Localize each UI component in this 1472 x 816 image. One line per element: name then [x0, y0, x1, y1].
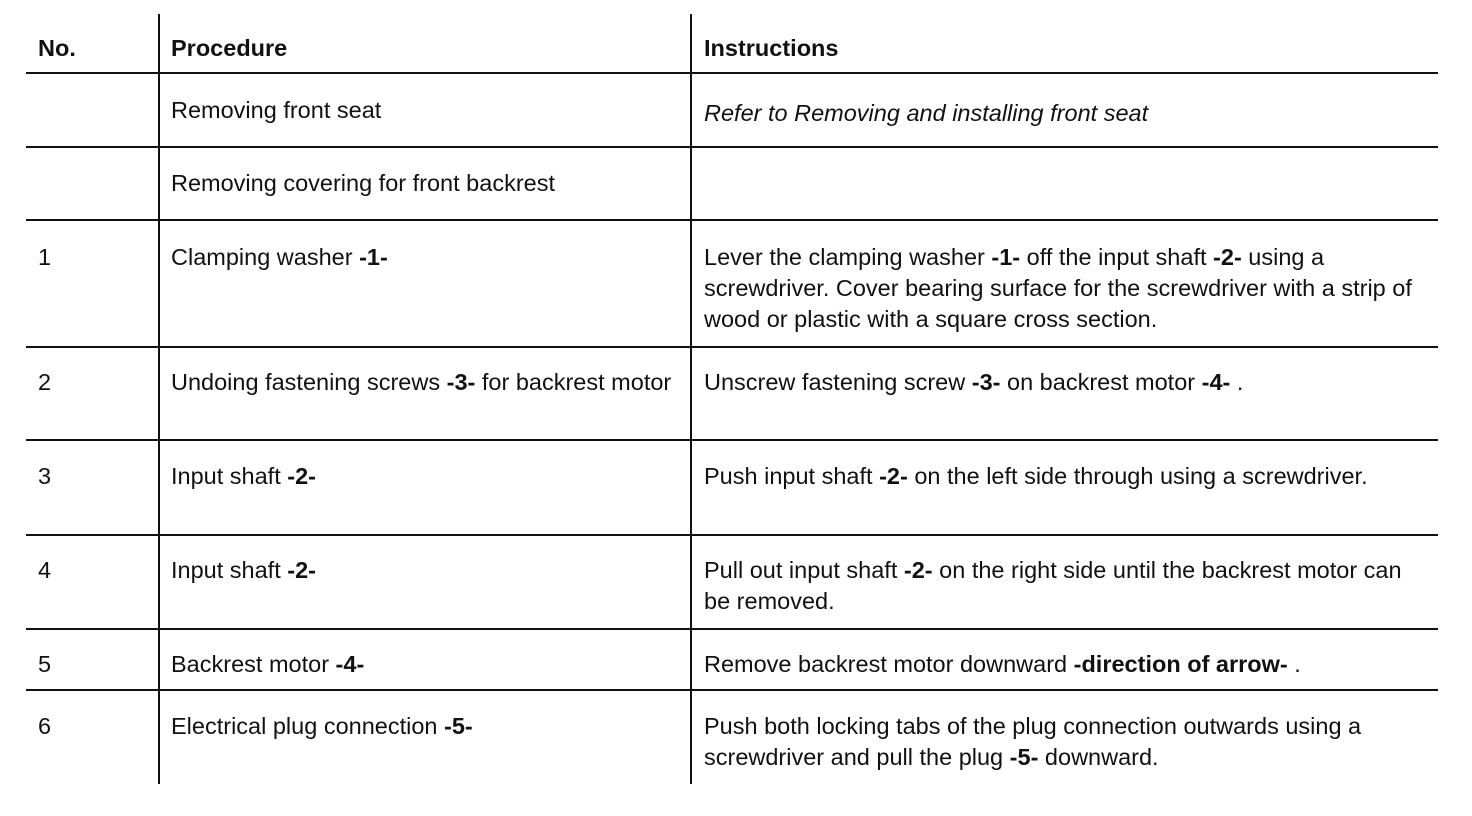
instructions-cell	[704, 555, 1434, 617]
text-segment: downward.	[1038, 744, 1159, 770]
row-divider	[26, 534, 1438, 536]
instructions-cell	[704, 242, 1434, 335]
procedure-cell	[171, 461, 681, 492]
text-segment: -1-	[359, 244, 388, 270]
text-segment: Removing covering for front backrest	[171, 170, 555, 196]
row-number: 6	[38, 713, 52, 739]
row-number: 1	[38, 244, 52, 270]
text-segment: Push both locking tabs of the plug connection outwards using a screwdriver and pull the plug	[704, 713, 1362, 770]
row-number: 3	[38, 463, 52, 489]
text-segment: -2-	[1213, 244, 1242, 270]
row-divider	[26, 628, 1438, 630]
text-segment: Undoing fastening screws	[171, 369, 447, 395]
text-segment: .	[1230, 369, 1244, 395]
text-segment: Pull out input shaft	[704, 557, 904, 583]
column-divider	[690, 14, 692, 784]
row-divider	[26, 146, 1438, 148]
column-divider	[158, 14, 160, 784]
instructions-cell	[704, 461, 1434, 492]
row-divider	[26, 219, 1438, 221]
procedure-cell	[171, 168, 681, 199]
text-segment: Electrical plug connection	[171, 713, 445, 739]
row-divider	[26, 346, 1438, 348]
procedure-cell	[171, 95, 681, 126]
text-segment: Unscrew fastening screw	[704, 369, 972, 395]
instructions-cell	[704, 98, 1434, 129]
text-segment: -3-	[971, 369, 1001, 395]
text-segment: Input shaft	[171, 557, 288, 583]
text-segment: -2-	[287, 557, 317, 583]
text-segment: -2-	[903, 557, 933, 583]
row-number: 5	[38, 651, 52, 677]
procedure-cell	[171, 367, 681, 398]
text-segment: -5-	[444, 713, 473, 739]
row-number: 2	[38, 369, 52, 395]
procedure-cell	[171, 555, 681, 586]
text-segment: on the right side until the backrest motor can be removed.	[704, 557, 1402, 614]
row-divider	[26, 439, 1438, 441]
text-segment: on backrest motor	[1000, 369, 1202, 395]
procedure-cell	[171, 649, 681, 680]
header-procedure: Procedure	[171, 35, 288, 61]
row-divider	[26, 689, 1438, 691]
header-no: No.	[38, 35, 76, 61]
row-divider	[26, 72, 1438, 74]
row-number: 4	[38, 557, 52, 583]
text-segment: -3-	[446, 369, 476, 395]
text-segment: using a screwdriver. Cover bearing surface for the screwdriver with a strip of wood or plastic with a square cross section.	[704, 244, 1412, 332]
text-segment: Removing front seat	[171, 97, 382, 123]
text-segment: Push input shaft	[704, 463, 880, 489]
instructions-cell	[704, 367, 1434, 398]
text-segment: Backrest motor	[171, 651, 336, 677]
text-segment: Refer to	[704, 100, 788, 126]
text-segment: -4-	[1201, 369, 1231, 395]
text-segment: Lever the clamping washer	[704, 244, 992, 270]
procedure-cell	[171, 242, 681, 273]
text-segment: Input shaft	[171, 463, 288, 489]
instructions-cell	[704, 649, 1434, 680]
text-segment: -direction of arrow-	[1073, 651, 1288, 677]
text-segment: -1-	[991, 244, 1021, 270]
text-segment: -5-	[1009, 744, 1039, 770]
text-segment: Remove backrest motor downward	[704, 651, 1074, 677]
header-instructions: Instructions	[704, 35, 839, 61]
text-segment: -4-	[335, 651, 365, 677]
text-segment: .	[1287, 651, 1301, 677]
text-segment: Removing and installing front seat	[794, 100, 1149, 126]
text-segment: off the input shaft	[1020, 244, 1214, 270]
text-segment: -2-	[287, 463, 317, 489]
text-segment: Clamping washer	[171, 244, 360, 270]
text-segment: on the left side through using a screwdriver.	[907, 463, 1368, 489]
text-segment: for backrest motor	[475, 369, 672, 395]
text-segment: -2-	[879, 463, 908, 489]
instructions-cell	[704, 711, 1434, 773]
procedure-cell	[171, 711, 681, 742]
